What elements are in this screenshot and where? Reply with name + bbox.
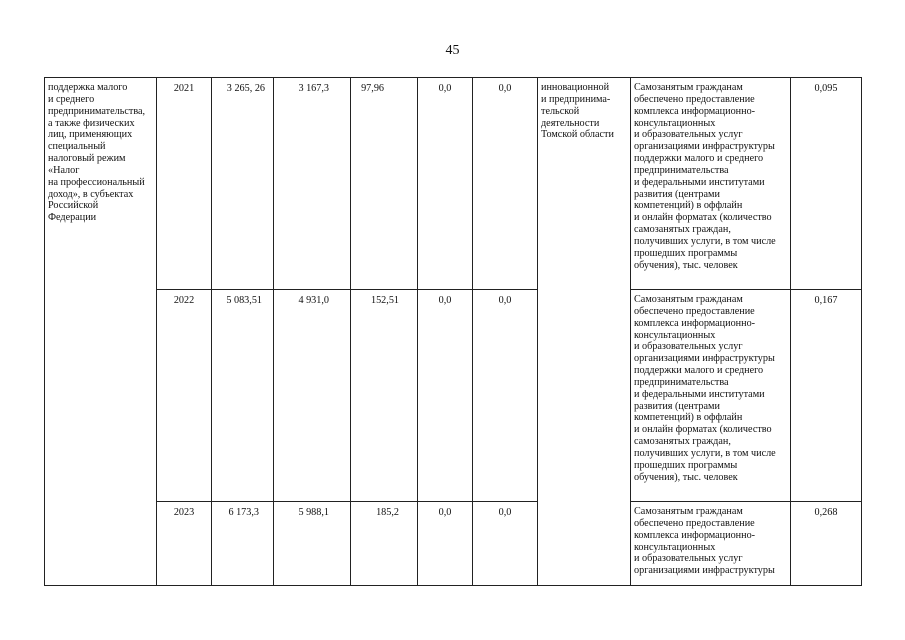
page-number: 45 <box>445 43 460 58</box>
indicator-value-cell: 0,167 <box>814 295 838 306</box>
indicator-cell: Самозанятым гражданам обеспечено предоставление комплекса информационно- консультационных и образовательных услуг организациями инфраструктуры <box>634 506 775 577</box>
row-separator-1 <box>630 289 861 290</box>
local-budget-cell: 0,0 <box>438 507 452 518</box>
table-top-border <box>44 77 861 78</box>
column-border <box>630 77 631 586</box>
year-cell: 2022 <box>173 295 195 306</box>
total-cell: 5 083,51 <box>226 295 262 306</box>
regional-budget-cell: 152,51 <box>370 295 399 306</box>
regional-budget-cell: 97,96 <box>361 83 384 94</box>
total-cell: 3 265, 26 <box>226 83 265 94</box>
local-budget-cell: 0,0 <box>438 83 452 94</box>
other-sources-cell: 0,0 <box>498 295 512 306</box>
row-separator-1 <box>156 289 537 290</box>
federal-budget-cell: 5 988,1 <box>298 507 329 518</box>
indicator-cell: Самозанятым гражданам обеспечено предоставление комплекса информационно- консультационных и образовательных услуг организациями инфраструктуры поддержки малого и среднего предпринимательства и федеральными институтами развития (центрами компетенций) в оффлайн и онлайн форматах (количество самозанятых граждан, получивших услуги, в том числе прошедших программы обучения), тыс. человек <box>634 294 776 483</box>
total-cell: 6 173,3 <box>228 507 259 518</box>
other-sources-cell: 0,0 <box>498 83 512 94</box>
row-separator-2 <box>630 501 861 502</box>
indicator-cell: Самозанятым гражданам обеспечено предоставление комплекса информационно- консультационных и образовательных услуг организациями инфраструктуры поддержки малого и среднего предпринимательства и федеральными институтами развития (центрами компетенций) в оффлайн и онлайн форматах (количество самозанятых граждан, получивших услуги, в том числе прошедших программы обучения), тыс. человек <box>634 82 776 271</box>
indicator-value-cell: 0,095 <box>814 83 838 94</box>
year-cell: 2021 <box>173 83 195 94</box>
column-border <box>537 77 538 586</box>
federal-budget-cell: 4 931,0 <box>298 295 329 306</box>
year-cell: 2023 <box>173 507 195 518</box>
regional-budget-cell: 185,2 <box>376 507 399 518</box>
federal-budget-cell: 3 167,3 <box>298 83 329 94</box>
measure-name-cell: поддержка малого и среднего предпринимательства, а также физических лиц, применяющих специальный налоговый режим «Налог на профессиональный доход», в субъектах Российской Федерации <box>48 82 146 224</box>
other-sources-cell: 0,0 <box>498 507 512 518</box>
table-bottom-border <box>44 585 861 586</box>
indicator-value-cell: 0,268 <box>814 507 838 518</box>
column-border <box>44 77 45 586</box>
column-border <box>861 77 862 586</box>
local-budget-cell: 0,0 <box>438 295 452 306</box>
row-separator-2 <box>156 501 537 502</box>
responsible-executor-cell: инновационной и предпринима- тельской деятельности Томской области <box>541 82 614 141</box>
